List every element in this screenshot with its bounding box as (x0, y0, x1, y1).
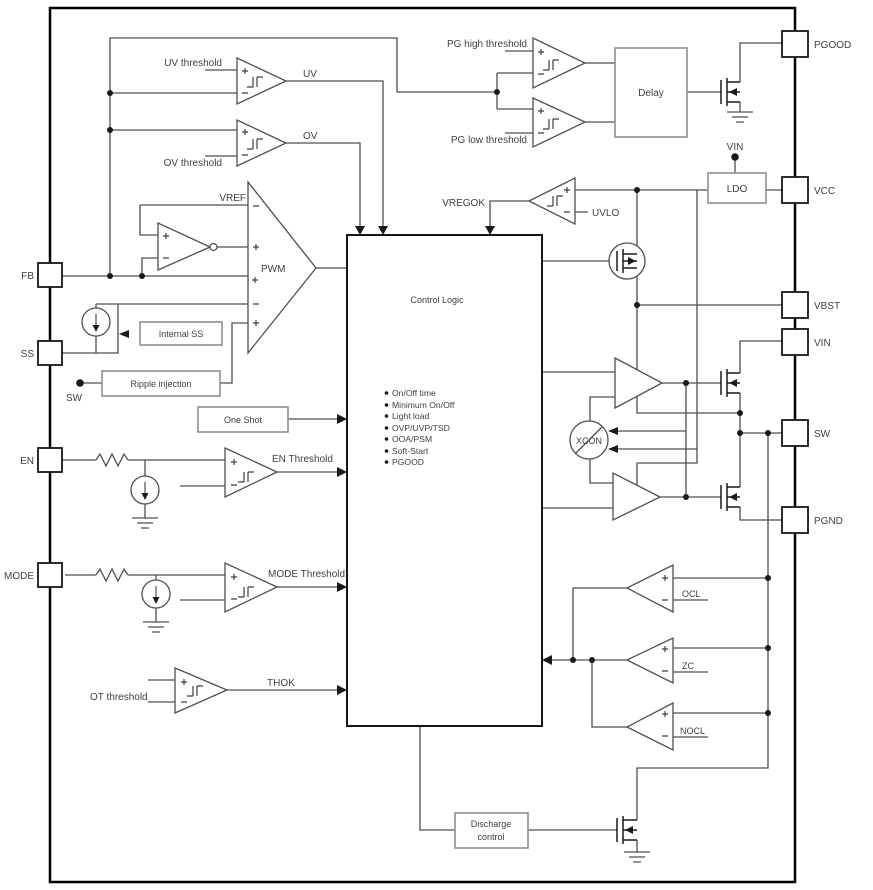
error-amp (158, 223, 210, 270)
uv-threshold-label: UV threshold (164, 58, 222, 69)
control-logic-block (347, 235, 542, 726)
uvlo-comparator (529, 178, 575, 224)
pin-mode-label: MODE (4, 571, 34, 582)
ov-comparator (237, 120, 286, 166)
pg-low-threshold-label: PG low threshold (450, 135, 527, 146)
sw-node-label: SW (66, 393, 83, 404)
uv-comparator (237, 58, 286, 104)
pin-mode (38, 563, 62, 587)
control-logic-title: Control Logic (410, 295, 464, 305)
vin-node-dot (731, 153, 739, 161)
delay-label: Delay (638, 88, 664, 99)
sw-node-dot (76, 379, 84, 387)
pin-fb-label: FB (21, 271, 34, 282)
uv-label: UV (303, 69, 317, 80)
bullet-item: Minimum On/Off (392, 400, 455, 410)
bootstrap-switch-mosfet (609, 243, 645, 279)
pin-pgood-label: PGOOD (814, 40, 852, 51)
zc-label: ZC (682, 661, 694, 671)
pin-fb (38, 263, 62, 287)
pg-low-comparator (533, 98, 585, 147)
one-shot-label: One Shot (223, 415, 263, 425)
nocl-label: NOCL (680, 726, 706, 736)
en-threshold-label: EN Threshold (272, 454, 333, 465)
ripple-injection-label: Ripple injection (130, 379, 192, 389)
high-side-driver (615, 358, 662, 408)
discharge-control-label-2: control (477, 832, 505, 842)
bullet-item: OVP/UVP/TSD (392, 423, 450, 433)
ocl-label: OCL (682, 589, 701, 599)
en-current-source (131, 476, 159, 504)
pin-pgnd (782, 507, 808, 533)
pin-ss-label: SS (20, 349, 34, 360)
ov-label: OV (303, 131, 318, 142)
pin-vcc-label: VCC (814, 186, 836, 197)
pin-vbst-label: VBST (814, 301, 841, 312)
ground-en (132, 518, 158, 528)
pin-vin-label: VIN (814, 338, 831, 349)
pin-sw-label: SW (814, 429, 831, 440)
vref-label: VREF (219, 193, 246, 204)
pin-sw (782, 420, 808, 446)
low-side-mosfet (721, 483, 740, 511)
resistor-mode (96, 569, 128, 581)
ground-discharge-fet (624, 852, 650, 862)
mode-current-source (142, 580, 170, 608)
pg-high-threshold-label: PG high threshold (446, 39, 527, 50)
ot-comparator (175, 668, 227, 713)
control-logic-box (347, 235, 542, 726)
pgood-mosfet (721, 78, 740, 106)
ldo-label: LDO (726, 184, 748, 195)
internal-ss-label: Internal SS (158, 329, 204, 339)
pin-vbst (782, 292, 808, 318)
ss-current-source (82, 308, 110, 336)
xcon-label: XCON (575, 436, 603, 446)
bullet-item: On/Off time (392, 388, 436, 398)
bullet-item: OOA/PSM (392, 434, 433, 444)
pwm-label: PWM (261, 264, 286, 275)
bullet-item: Light load (392, 411, 430, 421)
ground-mode (143, 622, 169, 632)
vin-top-label: VIN (726, 142, 744, 153)
ocl-comparator (627, 565, 673, 612)
pg-high-comparator (533, 38, 585, 88)
error-amp-inversion-bubble (210, 244, 217, 251)
pin-en-label: EN (20, 456, 34, 467)
bullet-item: Soft-Start (392, 446, 429, 456)
ov-threshold-label: OV threshold (163, 158, 222, 169)
pin-pgood (782, 31, 808, 57)
discharge-control-label-1: Discharge (470, 819, 512, 829)
thok-label: THOK (267, 678, 295, 689)
vregok-label: VREGOK (442, 198, 485, 209)
uvlo-label: UVLO (592, 208, 620, 219)
resistor-en (96, 454, 128, 466)
bullet-item: PGOOD (392, 457, 424, 467)
pin-ss (38, 341, 62, 365)
nocl-comparator (627, 703, 673, 750)
discharge-mosfet (617, 816, 637, 844)
pin-vin (782, 329, 808, 355)
ot-threshold-label: OT threshold (90, 692, 148, 703)
mode-threshold-label: MODE Threshold (268, 569, 346, 580)
pin-vcc (782, 177, 808, 203)
pin-pgnd-label: PGND (814, 516, 843, 527)
xcon-block (570, 421, 608, 459)
pin-en (38, 448, 62, 472)
zc-comparator (627, 638, 673, 683)
ground-pgood-fet (727, 112, 753, 122)
high-side-mosfet (721, 369, 740, 397)
